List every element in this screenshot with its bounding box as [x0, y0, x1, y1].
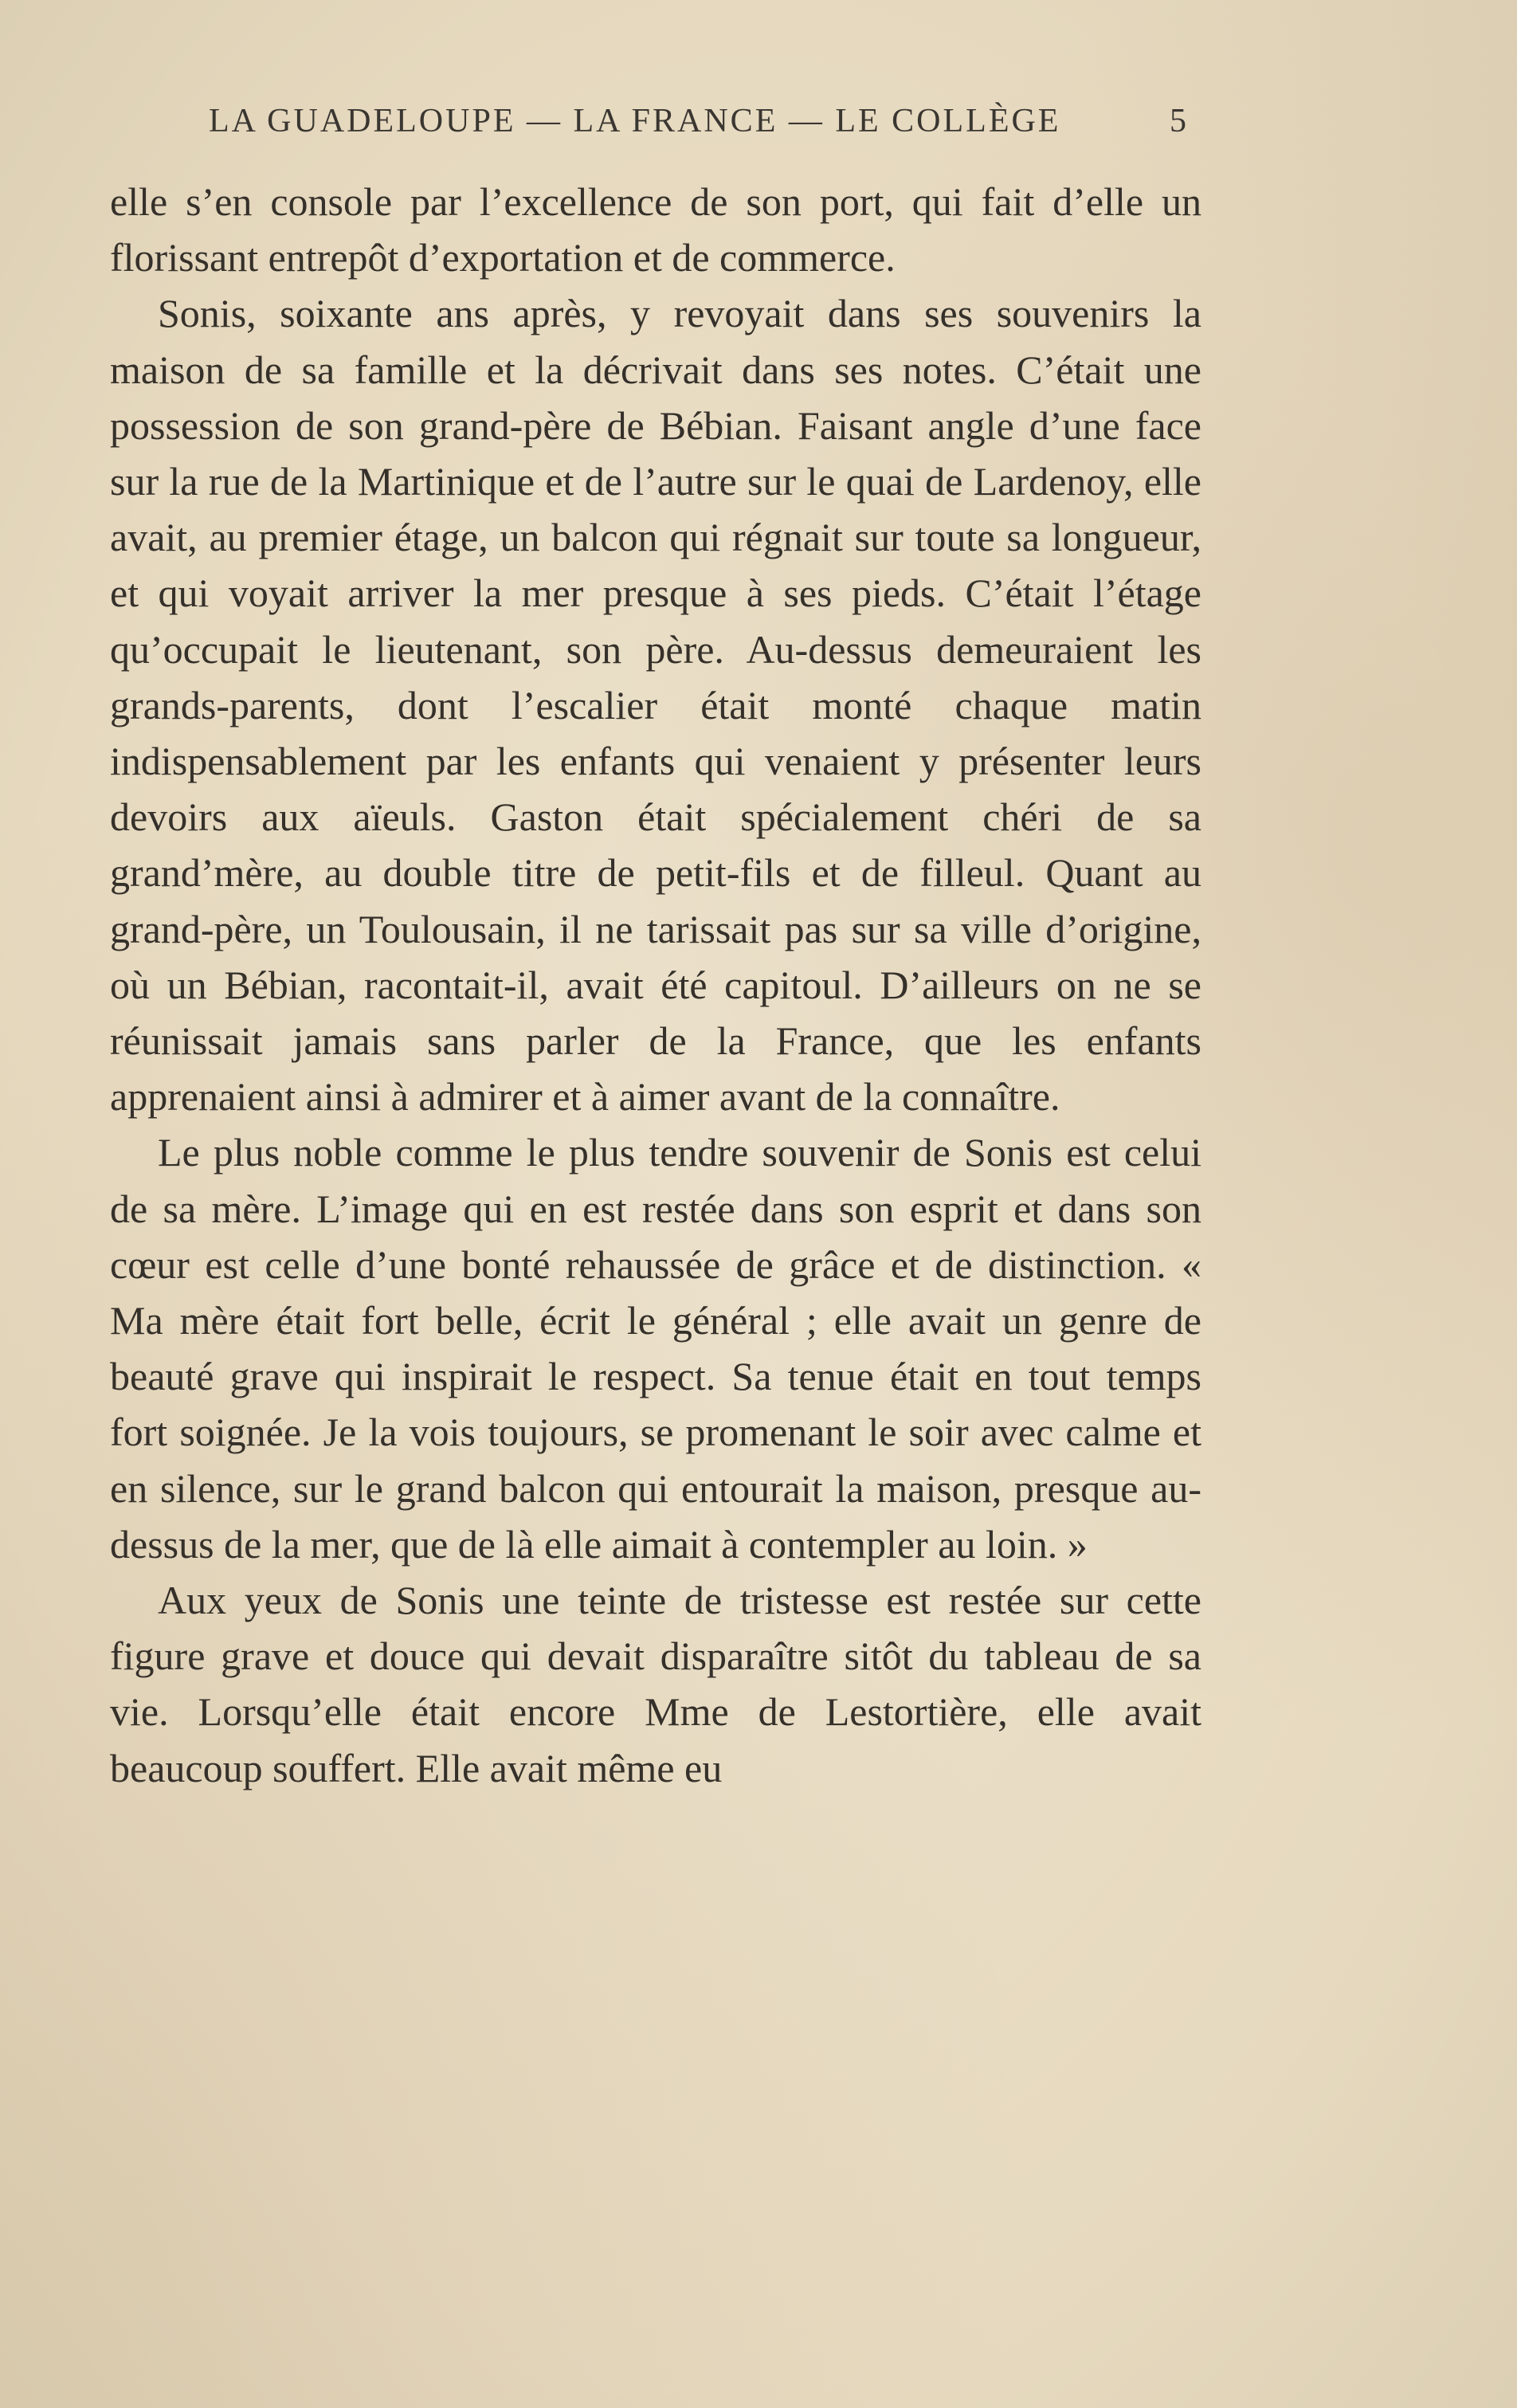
paragraph-mother-memory: Le plus noble comme le plus tendre souvenir de Sonis est celui de sa mère. L’image qui en est restée dans son esprit et dans son cœur est celle d’une bonté rehaussée de grâce et de distinction. « Ma mère était fort belle, écrit le général ; elle avait un genre de beauté grave qui inspirait le respect. Sa tenue était en tout temps fort soignée. Je la vois toujours, se promenant le soir avec calme et en silence, sur le grand balcon qui entourait la maison, presque au-dessus de la mer, que de là elle aimait à contempler au loin. »: [110, 1130, 1201, 1567]
body-text: [110, 174, 1201, 1796]
running-head: [209, 102, 1189, 158]
running-title: LA GUADELOUPE — LA FRANCE — LE COLLÈGE: [209, 103, 1061, 139]
paragraph-sadness: Aux yeux de Sonis une teinte de tristesse est restée sur cette figure grave et douce qui devait disparaître sitôt du tableau de sa vie. Lorsqu’elle était encore Mme de Lestortière, elle avait beaucoup souffert. Elle avait même eu: [110, 1578, 1201, 1790]
page-number: 5: [1170, 103, 1189, 139]
paragraph-continuation: elle s’en console par l’excellence de son port, qui fait d’elle un florissant entrepôt d’exportation et de commerce.: [110, 179, 1201, 280]
paragraph-house-description: Sonis, soixante ans après, y revoyait dans ses souvenirs la maison de sa famille et la décrivait dans ses notes. C’était une possession de son grand-père de Bébian. Faisant angle d’une face sur la rue de la Martinique et de l’autre sur le quai de Lardenoy, elle avait, au premier étage, un balcon qui régnait sur toute sa longueur, et qui voyait arriver la mer presque à ses pieds. C’était l’étage qu’occupait le lieutenant, son père. Au-dessus demeuraient les grands-parents, dont l’escalier était monté chaque matin indispensablement par les enfants qui venaient y présenter leurs devoirs aux aïeuls. Gaston était spécialement chéri de sa grand’mère, au double titre de petit-fils et de filleul. Quant au grand-père, un Toulousain, il ne tarissait pas sur sa ville d’origine, où un Bébian, racontait-il, avait été capitoul. D’ailleurs on ne se réunissait jamais sans parler de la France, que les enfants apprenaient ainsi à admirer et à aimer avant de la connaître.: [110, 291, 1201, 1120]
